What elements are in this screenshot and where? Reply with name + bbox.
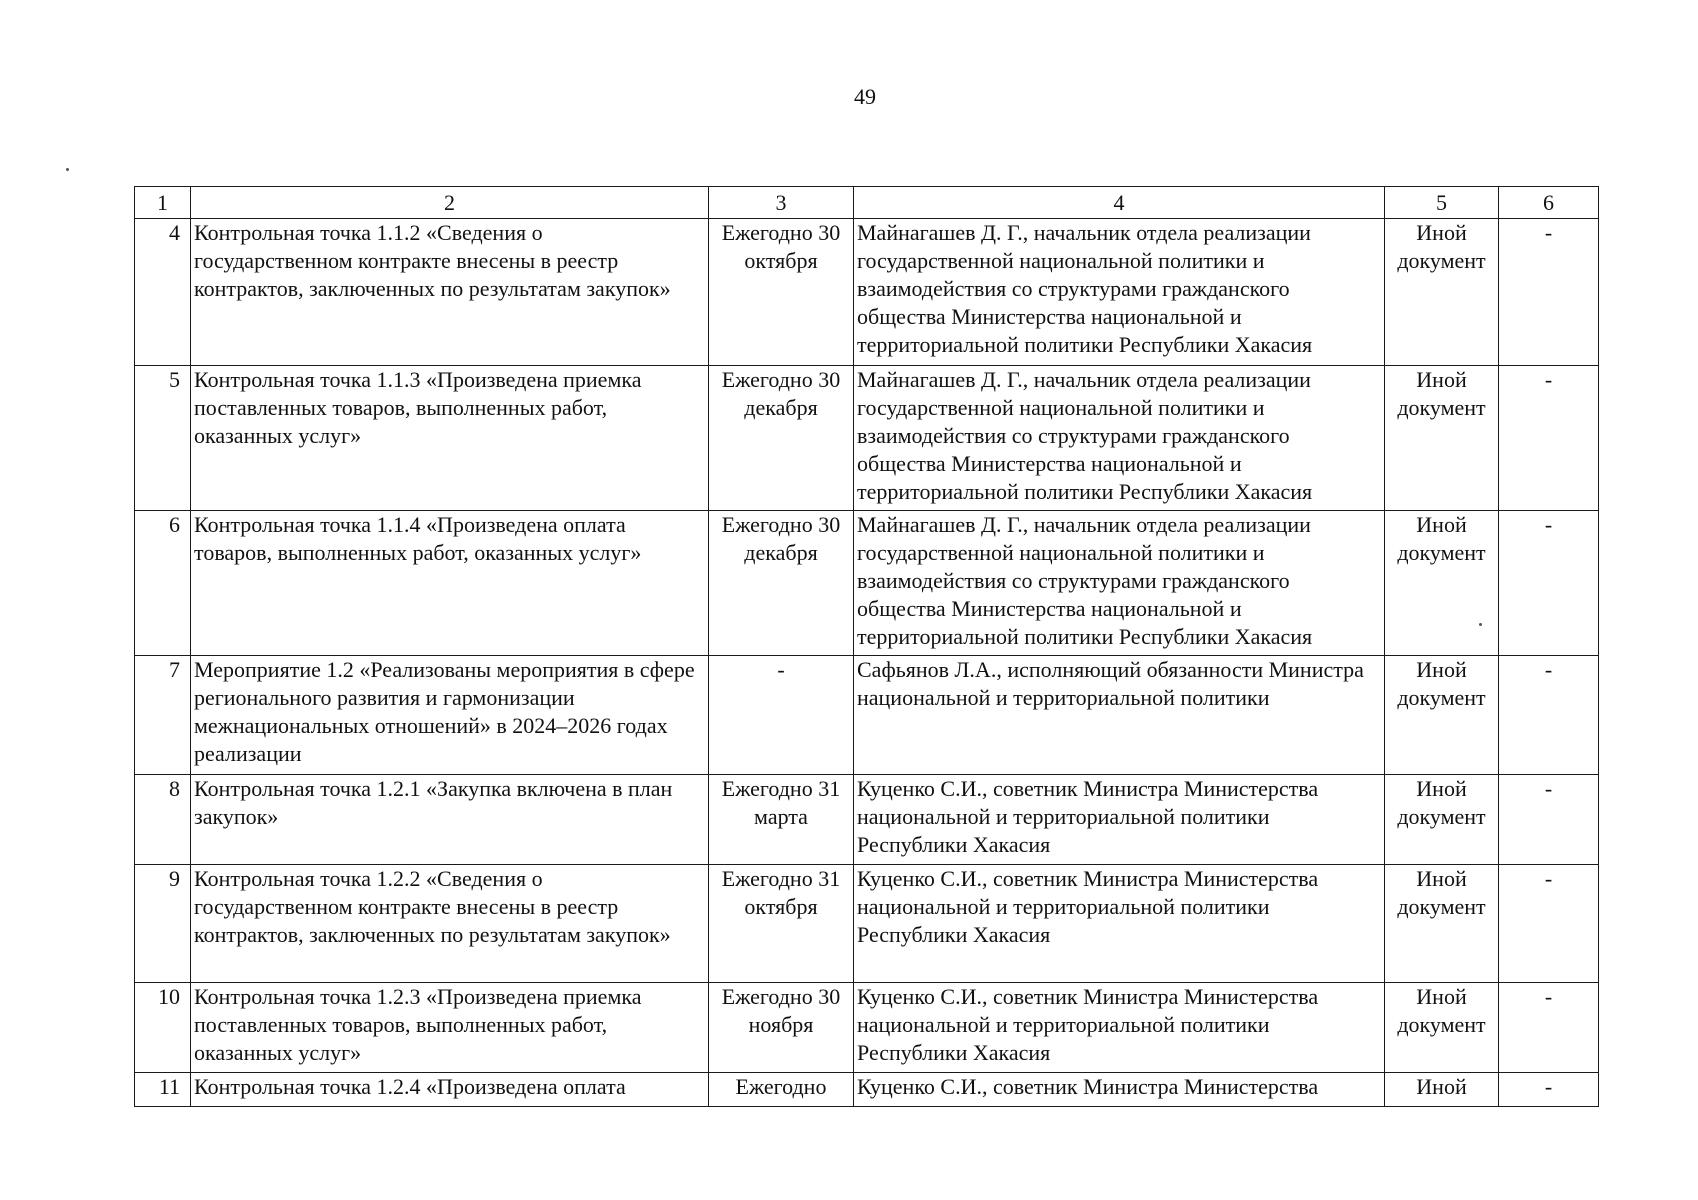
row-name: Контрольная точка 1.1.2 «Сведения о государственном контракте внесены в реестр контрактов, заключенных по результатам закупок» [191, 219, 709, 366]
scan-speck [66, 168, 69, 171]
row-name: Контрольная точка 1.2.1 «Закупка включена в план закупок» [191, 775, 709, 865]
row-doc-type: Иной документ [1385, 983, 1499, 1073]
table-row [135, 219, 1599, 366]
table-row [135, 1073, 1599, 1107]
row-date: Ежегодно 31 марта [709, 775, 854, 865]
table-header-row [135, 187, 1599, 219]
header-cell-4: 4 [854, 187, 1385, 219]
table-row [135, 865, 1599, 983]
row-note: - [1499, 219, 1599, 366]
row-doc-type: Иной [1385, 1073, 1499, 1107]
row-date: Ежегодно 30 октября [709, 219, 854, 366]
row-name: Контрольная точка 1.2.3 «Произведена приемка поставленных товаров, выполненных работ, оказанных услуг» [191, 983, 709, 1073]
row-note: - [1499, 1073, 1599, 1107]
row-responsible: Майнагашев Д. Г., начальник отдела реализации государственной национальной политики и взаимодействия со структурами гражданского общества Министерства национальной и территориальной политики Республики Хакасия [854, 511, 1385, 656]
row-responsible: Куценко С.И., советник Министра Министерства национальной и территориальной политики Республики Хакасия [854, 775, 1385, 865]
row-note: - [1499, 775, 1599, 865]
row-responsible: Сафьянов Л.А., исполняющий обязанности Министра национальной и территориальной политики [854, 656, 1385, 775]
row-doc-type: Иной документ [1385, 219, 1499, 366]
row-number: 6 [135, 511, 191, 656]
row-number: 7 [135, 656, 191, 775]
table-row [135, 775, 1599, 865]
row-date: Ежегодно 30 ноября [709, 983, 854, 1073]
table-row [135, 366, 1599, 511]
header-cell-1: 1 [135, 187, 191, 219]
row-doc-type: Иной документ [1385, 775, 1499, 865]
header-cell-2: 2 [191, 187, 709, 219]
header-cell-5: 5 [1385, 187, 1499, 219]
row-name: Контрольная точка 1.2.2 «Сведения о государственном контракте внесены в реестр контрактов, заключенных по результатам закупок» [191, 865, 709, 983]
row-responsible: Майнагашев Д. Г., начальник отдела реализации государственной национальной политики и взаимодействия со структурами гражданского общества Министерства национальной и территориальной политики Республики Хакасия [854, 366, 1385, 511]
row-date: Ежегодно 30 декабря [709, 366, 854, 511]
row-responsible: Куценко С.И., советник Министра Министерства национальной и территориальной политики Республики Хакасия [854, 983, 1385, 1073]
row-number: 11 [135, 1073, 191, 1107]
header-cell-3: 3 [709, 187, 854, 219]
table-row [135, 511, 1599, 656]
row-responsible: Куценко С.И., советник Министра Министерства [854, 1073, 1385, 1107]
header-cell-6: 6 [1499, 187, 1599, 219]
control-points-table [134, 186, 1599, 1107]
row-note: - [1499, 366, 1599, 511]
row-number: 10 [135, 983, 191, 1073]
row-date: - [709, 656, 854, 775]
row-number: 5 [135, 366, 191, 511]
row-name: Контрольная точка 1.1.4 «Произведена оплата товаров, выполненных работ, оказанных услуг» [191, 511, 709, 656]
row-name: Контрольная точка 1.2.4 «Произведена оплата [191, 1073, 709, 1107]
row-doc-type: Иной документ [1385, 511, 1499, 656]
row-name: Мероприятие 1.2 «Реализованы мероприятия в сфере регионального развития и гармонизации межнациональных отношений» в 2024–2026 годах реализации [191, 656, 709, 775]
row-doc-type: Иной документ [1385, 366, 1499, 511]
row-date: Ежегодно [709, 1073, 854, 1107]
row-note: - [1499, 511, 1599, 656]
row-number: 9 [135, 865, 191, 983]
row-note: - [1499, 865, 1599, 983]
scan-speck [1479, 623, 1482, 626]
row-responsible: Майнагашев Д. Г., начальник отдела реализации государственной национальной политики и взаимодействия со структурами гражданского общества Министерства национальной и территориальной политики Республики Хакасия [854, 219, 1385, 366]
row-date: Ежегодно 30 декабря [709, 511, 854, 656]
row-name: Контрольная точка 1.1.3 «Произведена приемка поставленных товаров, выполненных работ, оказанных услуг» [191, 366, 709, 511]
row-number: 4 [135, 219, 191, 366]
row-number: 8 [135, 775, 191, 865]
table-row [135, 656, 1599, 775]
row-note: - [1499, 656, 1599, 775]
table-row [135, 983, 1599, 1073]
row-doc-type: Иной документ [1385, 656, 1499, 775]
row-note: - [1499, 983, 1599, 1073]
page-number: 49 [854, 84, 876, 109]
row-date: Ежегодно 31 октября [709, 865, 854, 983]
row-doc-type: Иной документ [1385, 865, 1499, 983]
row-responsible: Куценко С.И., советник Министра Министерства национальной и территориальной политики Республики Хакасия [854, 865, 1385, 983]
